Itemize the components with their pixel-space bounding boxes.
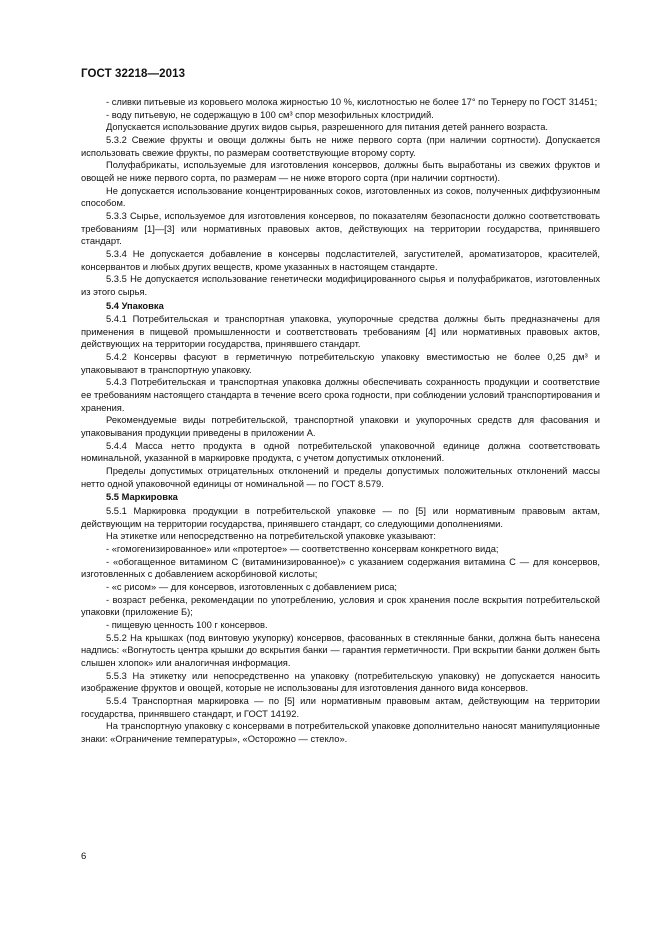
paragraph: 5.3.3 Сырье, используемое для изготовления консервов, по показателям безопасности должно соответствовать требованиям [1]—[3] или нормативных правовых актов, действующих на территории государства, принявшего стандарт. [81,210,600,247]
paragraph: 5.5.1 Маркировка продукции в потребительской упаковке — по [5] или нормативным правовым актам, действующим на территории государства, принявшего стандарт, со следующими дополнениями. [81,506,600,529]
paragraph: 5.3.4 Не допускается добавление в консервы подсластителей, загустителей, ароматизаторов, красителей, консервантов и любых других веществ, кроме указанных в настоящем стандарте. [81,248,600,272]
paragraph: На этикетке или непосредственно на потребительской упаковке указывают: [106,531,436,542]
paragraph: Не допускается использование концентрированных соков, изготовленных из соков, полученных диффузионным способом. [81,185,600,209]
page-number: 6 [81,851,87,862]
paragraph: 5.4.1 Потребительская и транспортная упаковка, укупорочные средства должны быть предназначены для применения в пищевой промышленности и соответствовать требованиям [4] или нормативных правовых актов, действующих на территории государства, принявшего стандарт. [81,314,600,350]
paragraph: 5.5.3 На этикетку или непосредственно на упаковку (потребительскую упаковку) не допускается наносить изображение фруктов и овощей, которые не использованы для изготовления данного вида консервов. [81,670,600,694]
paragraph: Пределы допустимых отрицательных отклонений и пределы допустимых положительных отклонений массы нетто одной упаковочной единицы от номинальной — по ГОСТ 8.579. [81,466,600,489]
paragraph: 5.3.2 Свежие фрукты и овощи должны быть не ниже первого сорта (при наличии сортности). Допускается использовать свежие фрукты, по размерам соответствующие второму сорту. [81,134,600,158]
list-item: - «гомогенизированное» или «протертое» — соответственно консервам конкретного вида; [106,543,499,554]
paragraph: 5.5.2 На крышках (под винтовую укупорку) консервов, фасованных в стеклянные банки, должна быть нанесена надпись: «Вогнутость центра крышки до вскрытия банки — гарантия герметичности. При вскрытии банки должен быть слышен хлопок» или аналогичная информация. [81,632,600,668]
paragraph: 5.4.4 Масса нетто продукта в одной потребительской упаковочной единице должна соответствовать номинальной, указанной в маркировке продукта, с учетом допустимых отклонений. [81,440,600,464]
list-item: - возраст ребенка, рекомендации по употреблению, условия и срок хранения после вскрытия потребительской упаковки (приложение Б); [81,594,600,618]
paragraph: Полуфабрикаты, используемые для изготовления консервов, должны быть выработаны из свежих фруктов и овощей не ниже первого сорта, по размерам — не ниже второго сорта (при наличии сортности). [81,160,600,183]
paragraph: - сливки питьевые из коровьего молока жирностью 10 %, кислотностью не более 17° по Тернеру по ГОСТ 31451; [106,97,598,107]
paragraph: 5.3.5 Не допускается использование генетически модифицированного сырья и полуфабрикатов, изготовленных из этого сырья. [81,274,600,297]
standard-header: ГОСТ 32218—2013 [81,68,186,80]
paragraph: 5.4.2 Консервы фасуют в герметичную потребительскую упаковку вместимостью не более 0,25 дм³ и упаковывают в транспортную упаковку. [81,352,600,375]
paragraph: На транспортную упаковку с консервами в потребительской упаковке дополнительно наносят манипуляционные знаки: «Ограничение температуры», «Осторожно — стекло». [81,721,600,744]
list-item: - пищевую ценность 100 г консервов. [106,619,268,630]
paragraph: Рекомендуемые виды потребительской, транспортной упаковки и укупорочных средств для фасования и упаковывания продукции приведены в приложении А. [81,415,600,439]
paragraph: 5.5.4 Транспортная маркировка — по [5] или нормативным правовым актам, действующим на территории государства, принявшего стандарт, и ГОСТ 14192. [81,695,600,719]
paragraph: Допускается использование других видов сырья, разрешенного для питания детей раннего возраста. [106,122,548,133]
document-body [81,96,600,745]
section-heading-marking: 5.5 Маркировка [106,492,178,503]
paragraph: - воду питьевую, не содержащую в 100 см³ спор мезофильных клостридий. [106,109,434,120]
list-item: - «обогащенное витамином С (витаминизированное)» с указанием содержания витамина С — для консервов, изготовленных с добавлением аскорбиновой кислоты; [81,556,600,580]
section-heading-packaging: 5.4 Упаковка [106,300,164,311]
paragraph: 5.4.3 Потребительская и транспортная упаковка должны обеспечивать сохранность продукции и соответствие ее требованиям настоящего стандарта в течение всего срока годности, при соблюдении условий транспортирования и хранения. [81,377,600,413]
list-item: - «с рисом» — для консервов, изготовленных с добавлением риса; [106,581,397,592]
